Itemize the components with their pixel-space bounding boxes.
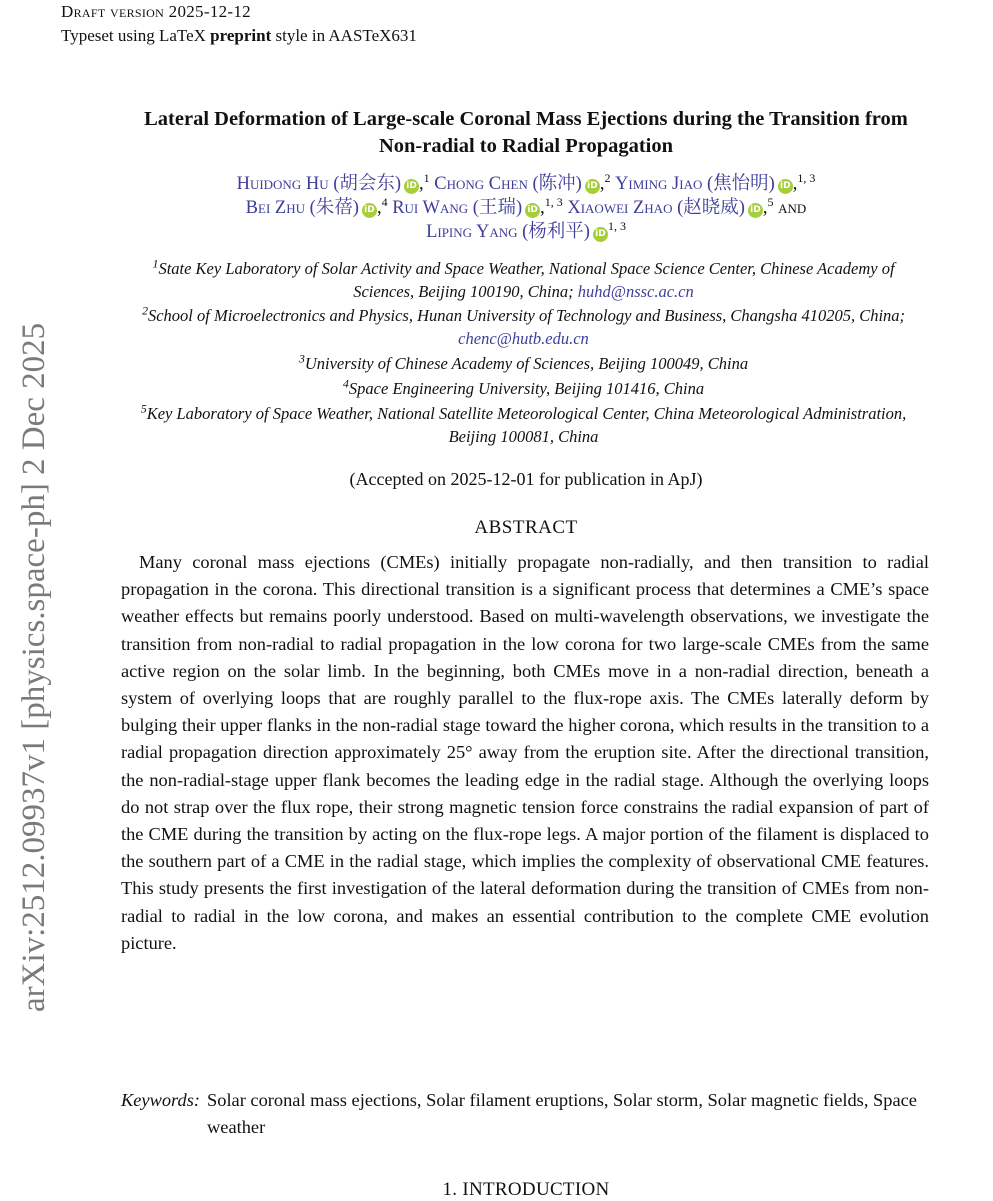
orcid-icon[interactable]: iD (404, 179, 419, 194)
affiliation-5: $^5$Key Laboratory of Space Weather, National Satellite Meteorological Center, China Meteorological Administration, Beijing 100081, China (140, 401, 907, 446)
page-header (61, 0, 417, 48)
orcid-icon[interactable]: iD (748, 203, 763, 218)
paper-title: Lateral Deformation of Large-scale Coronal Mass Ejections during the Transition from Non-radial to Radial Propagation (144, 108, 908, 157)
email-link[interactable]: huhd@nssc.ac.cn (577, 282, 694, 301)
orcid-icon[interactable]: iD (362, 203, 377, 218)
affiliation-2: $^2$School of Microelectronics and Physics, Hunan University of Technology and Business, Changsha 410205, China; chenc@hutb.edu.cn (141, 303, 906, 348)
orcid-icon[interactable]: iD (593, 227, 608, 242)
keywords-text: Solar coronal mass ejections, Solar filament eruptions, Solar storm, Solar magnetic fields, Space weather (207, 1090, 917, 1138)
author-name[interactable]: Bei Zhu (朱蓓) (245, 198, 359, 218)
author-name[interactable]: Huidong Hu (胡会东) (236, 174, 402, 194)
orcid-icon[interactable]: iD (525, 203, 540, 218)
author-list (56, 172, 993, 244)
author-name[interactable]: Liping Yang (杨利平) (426, 222, 590, 242)
abstract-text: Many coronal mass ejections (CMEs) initially propagate non-radially, and then transition to radial propagation in the corona. This directional transition is a significant process that determines a CME’s space weather effects but remains poorly understood. Based on multi-wavelength observations, we investigate the transition from non-radial to radial propagation in the low corona for two large-scale CMEs from the same active region on the solar limb. In the beginning, both CMEs move in a non-radial direction, beneath a system of overlying loops that are roughly parallel to the flux-rope axis. The CMEs laterally deform by bulging their upper flanks in the non-radial stage toward the higher corona, which results in the transition to a radial propagation direction approximately 25° away from the eruption site. After the directional transition, the non-radial-stage upper flank becomes the leading edge in the radial stage. Although the overlying loops do not strap over the flux rope, their strong magnetic tension force constrains the radial expansion of part of the CME during the transition by acting on the flux-rope legs. A major portion of the filament is displaced to the southern part of a CME in the radial stage, which implies the complexity of observational CME features. This study presents the first investigation of the lateral deformation during the transition of CMEs from non-radial to radial in the low corona, and makes an essential contribution to the complete CME evolution picture. (121, 552, 929, 953)
affiliation-1: $^1$State Key Laboratory of Solar Activity and Space Weather, National Space Science Center, Chinese Academy of Sciences, Beijing 100190, China; huhd@nssc.ac.cn (152, 256, 895, 301)
typeset-note: Typeset using LaTeX preprint style in AASTeX631 (61, 26, 417, 45)
acceptance-note: (Accepted on 2025-12-01 for publication in ApJ) (349, 469, 703, 489)
author-line-3: Liping Yang (杨利平) iD$^{1, 3}$ (426, 218, 626, 242)
author-line-1: Huidong Hu (胡会东) iD ,$^1$ Chong Chen (陈冲) iD ,$^2$ Yiming Jiao (焦怡明) iD ,$^{1, 3}$ (236, 170, 816, 194)
author-name[interactable]: Xiaowei Zhao (赵晓威) (567, 198, 745, 218)
keywords (121, 1087, 929, 1141)
arxiv-sidebar-stamp: arXiv:2512.09937v1 [physics.space-ph] 2 Dec 2025 (16, 322, 52, 1012)
author-name[interactable]: Yiming Jiao (焦怡明) (615, 174, 775, 194)
author-name[interactable]: Chong Chen (陈冲) (434, 174, 582, 194)
and-conjunction: and (778, 198, 807, 218)
draft-version: Draft version 2025-12-12 (61, 2, 251, 21)
author-line-2: Bei Zhu (朱蓓) iD ,$^4$ Rui Wang (王瑞) iD ,$^{1, 3}$ Xiaowei Zhao (赵晓威) iD ,$^5$ and (245, 194, 807, 218)
affiliation-4: $^4$Space Engineering University, Beijing 101416, China (342, 376, 705, 398)
email-link[interactable]: chenc@hutb.edu.cn (458, 329, 589, 348)
keywords-label: Keywords: (121, 1090, 201, 1110)
author-name[interactable]: Rui Wang (王瑞) (392, 198, 523, 218)
abstract-heading: ABSTRACT (474, 517, 578, 538)
orcid-icon[interactable]: iD (585, 179, 600, 194)
section-heading-introduction: 1. INTRODUCTION (442, 1179, 610, 1200)
latex-logo: LaTeX (158, 26, 206, 45)
affiliation-3: $^3$University of Chinese Academy of Sciences, Beijing 100049, China (298, 351, 749, 373)
orcid-icon[interactable]: iD (778, 179, 793, 194)
